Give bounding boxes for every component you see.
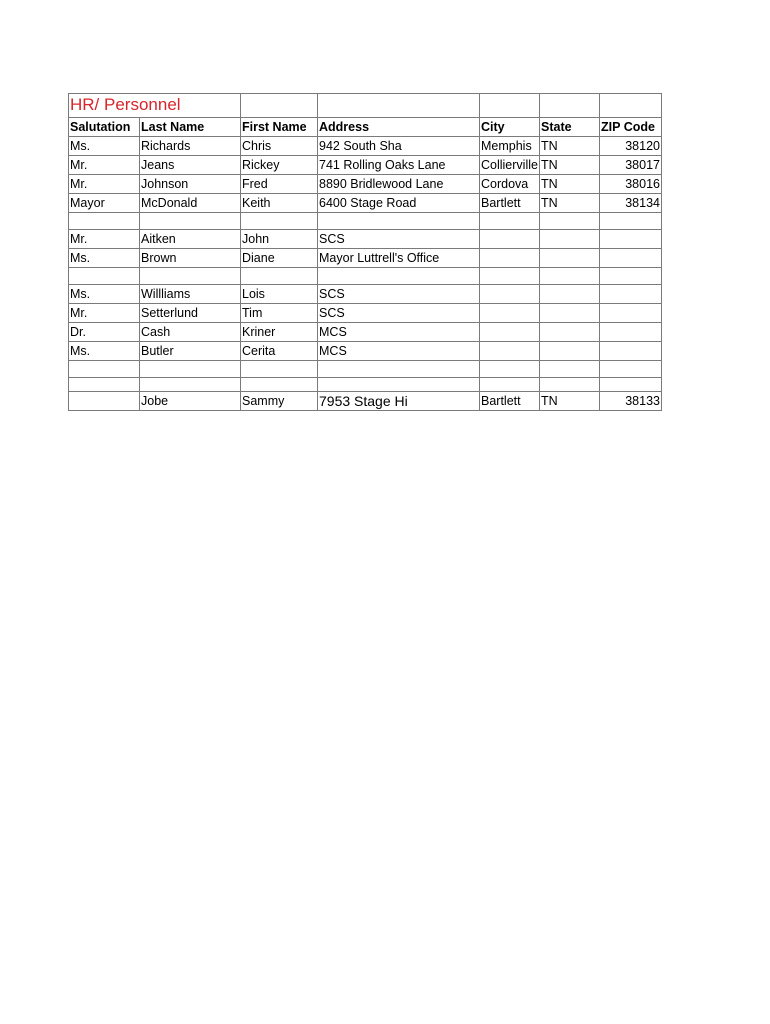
cell-zip	[600, 230, 662, 249]
cell-address	[318, 361, 480, 378]
table-row	[69, 323, 662, 342]
cell-address	[318, 268, 480, 285]
cell-state	[540, 285, 600, 304]
cell-salutation	[69, 361, 140, 378]
cell-address: SCS	[318, 304, 480, 323]
cell-zip	[600, 249, 662, 268]
cell-first-name: Keith	[241, 194, 318, 213]
cell-first-name: Sammy	[241, 392, 318, 411]
cell-last-name	[140, 378, 241, 392]
table-row	[69, 137, 662, 156]
cell-address	[318, 378, 480, 392]
cell-city: Bartlett	[480, 392, 540, 411]
cell-salutation	[69, 268, 140, 285]
cell-last-name: Johnson	[140, 175, 241, 194]
cell-zip: 38133	[600, 392, 662, 411]
cell-city	[480, 378, 540, 392]
header-first-name: First Name	[241, 118, 318, 137]
cell-state: TN	[540, 156, 600, 175]
personnel-sheet	[68, 93, 662, 411]
cell-salutation: Dr.	[69, 323, 140, 342]
table-row	[69, 230, 662, 249]
cell-address: SCS	[318, 230, 480, 249]
cell-state	[540, 378, 600, 392]
header-zip: ZIP Code	[600, 118, 662, 137]
cell	[540, 94, 600, 118]
cell-city	[480, 268, 540, 285]
table-row	[69, 213, 662, 230]
cell-last-name: Aitken	[140, 230, 241, 249]
header-address: Address	[318, 118, 480, 137]
cell-salutation: Ms.	[69, 285, 140, 304]
cell-address: SCS	[318, 285, 480, 304]
header-city: City	[480, 118, 540, 137]
table-row	[69, 268, 662, 285]
table-row	[69, 342, 662, 361]
cell-last-name: Butler	[140, 342, 241, 361]
table-row	[69, 378, 662, 392]
table-row	[69, 304, 662, 323]
table-row	[69, 249, 662, 268]
table-row	[69, 392, 662, 411]
table-row	[69, 285, 662, 304]
cell	[600, 94, 662, 118]
cell-address: 8890 Bridlewood Lane	[318, 175, 480, 194]
cell-city	[480, 285, 540, 304]
cell-first-name: John	[241, 230, 318, 249]
cell-city: Cordova	[480, 175, 540, 194]
cell-last-name: Cash	[140, 323, 241, 342]
header-state: State	[540, 118, 600, 137]
cell-first-name	[241, 361, 318, 378]
cell-last-name: Jeans	[140, 156, 241, 175]
cell-zip	[600, 304, 662, 323]
cell-zip	[600, 361, 662, 378]
cell-first-name	[241, 378, 318, 392]
cell-address: Mayor Luttrell's Office	[318, 249, 480, 268]
cell-zip: 38134	[600, 194, 662, 213]
cell-salutation: Ms.	[69, 342, 140, 361]
sheet-title: HR/ Personnel	[69, 94, 241, 118]
cell-salutation: Mr.	[69, 156, 140, 175]
cell-salutation: Mr.	[69, 230, 140, 249]
cell-first-name: Cerita	[241, 342, 318, 361]
cell-address: 6400 Stage Road	[318, 194, 480, 213]
cell-first-name	[241, 268, 318, 285]
cell-first-name	[241, 213, 318, 230]
cell-salutation	[69, 213, 140, 230]
cell-state	[540, 213, 600, 230]
cell-state	[540, 268, 600, 285]
cell-first-name: Kriner	[241, 323, 318, 342]
cell-salutation: Ms.	[69, 137, 140, 156]
cell-first-name: Tim	[241, 304, 318, 323]
cell-zip	[600, 268, 662, 285]
cell-city: Bartlett	[480, 194, 540, 213]
header-last-name: Last Name	[140, 118, 241, 137]
cell-city	[480, 361, 540, 378]
cell-last-name: Jobe	[140, 392, 241, 411]
cell	[480, 94, 540, 118]
cell-zip	[600, 378, 662, 392]
table-row	[69, 361, 662, 378]
cell-address: 7953 Stage Hi	[318, 392, 480, 411]
header-row	[69, 118, 662, 137]
cell-last-name: Willliams	[140, 285, 241, 304]
cell-last-name: Setterlund	[140, 304, 241, 323]
cell-last-name	[140, 361, 241, 378]
cell-salutation: Mr.	[69, 175, 140, 194]
cell	[241, 94, 318, 118]
cell-first-name: Chris	[241, 137, 318, 156]
cell-zip: 38017	[600, 156, 662, 175]
cell-state	[540, 230, 600, 249]
cell-city: Collierville	[480, 156, 540, 175]
cell-city: Memphis	[480, 137, 540, 156]
cell-last-name	[140, 268, 241, 285]
cell-city	[480, 323, 540, 342]
cell-city	[480, 342, 540, 361]
cell-state: TN	[540, 137, 600, 156]
cell-city	[480, 304, 540, 323]
cell-salutation: Ms.	[69, 249, 140, 268]
cell-zip: 38016	[600, 175, 662, 194]
cell-last-name	[140, 213, 241, 230]
cell-state: TN	[540, 392, 600, 411]
cell-zip	[600, 213, 662, 230]
cell-state	[540, 361, 600, 378]
cell-city	[480, 249, 540, 268]
header-salutation: Salutation	[69, 118, 140, 137]
cell-city	[480, 213, 540, 230]
cell-first-name: Lois	[241, 285, 318, 304]
table-row	[69, 175, 662, 194]
title-row	[69, 94, 662, 118]
cell-zip: 38120	[600, 137, 662, 156]
cell-state	[540, 323, 600, 342]
cell-zip	[600, 323, 662, 342]
cell-salutation: Mayor	[69, 194, 140, 213]
cell-state	[540, 342, 600, 361]
cell-state	[540, 249, 600, 268]
cell-state: TN	[540, 175, 600, 194]
cell-state	[540, 304, 600, 323]
cell-zip	[600, 342, 662, 361]
cell-address: 741 Rolling Oaks Lane	[318, 156, 480, 175]
cell-state: TN	[540, 194, 600, 213]
cell-address	[318, 213, 480, 230]
cell-city	[480, 230, 540, 249]
cell-salutation: Mr.	[69, 304, 140, 323]
cell-salutation	[69, 378, 140, 392]
cell-last-name: McDonald	[140, 194, 241, 213]
cell-first-name: Fred	[241, 175, 318, 194]
cell-address: MCS	[318, 342, 480, 361]
cell-first-name: Diane	[241, 249, 318, 268]
cell-address: 942 South Sha	[318, 137, 480, 156]
cell-salutation	[69, 392, 140, 411]
cell-zip	[600, 285, 662, 304]
cell-last-name: Richards	[140, 137, 241, 156]
cell	[318, 94, 480, 118]
cell-address: MCS	[318, 323, 480, 342]
cell-first-name: Rickey	[241, 156, 318, 175]
table-row	[69, 194, 662, 213]
cell-last-name: Brown	[140, 249, 241, 268]
table-row	[69, 156, 662, 175]
